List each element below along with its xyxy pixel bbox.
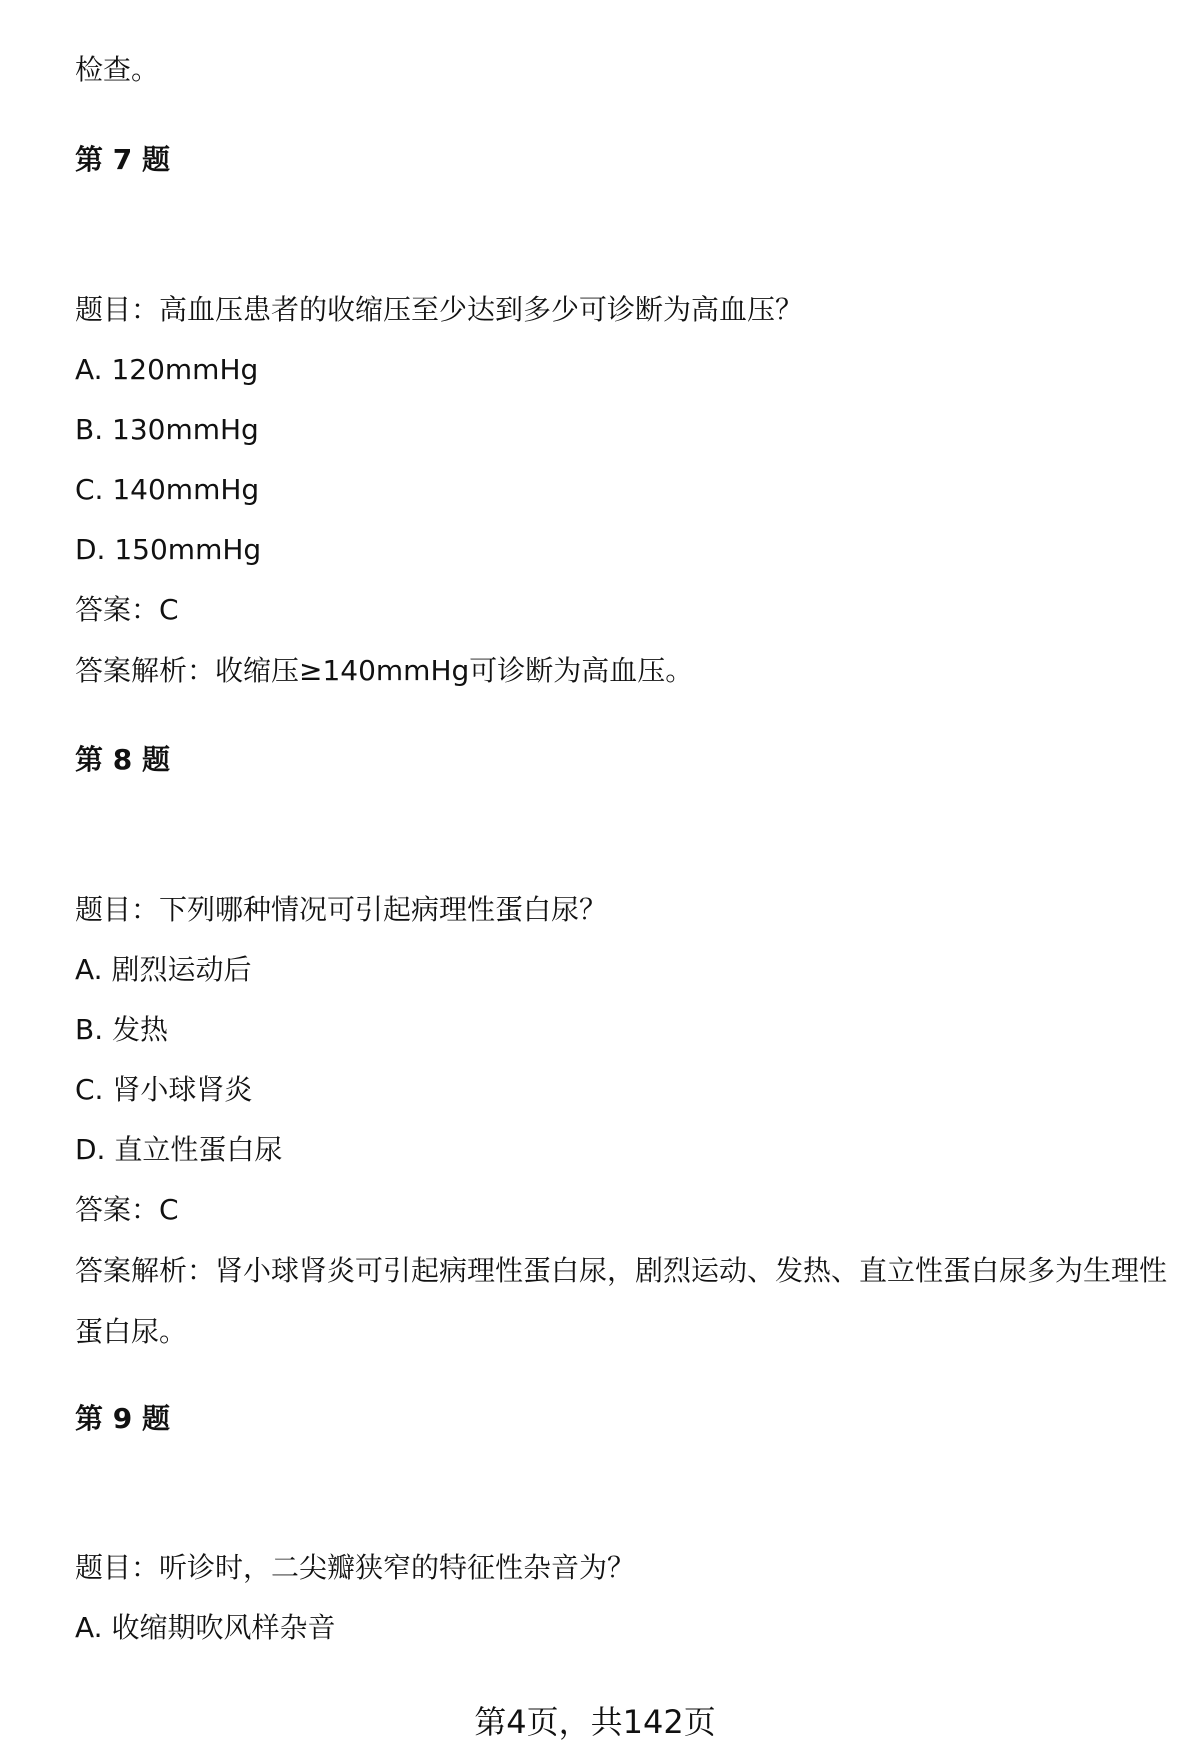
question-7-answer: 答案：C [75,593,179,626]
question-8-option-a: A. 剧烈运动后 [75,953,252,986]
question-9-option-a: A. 收缩期吹风样杂音 [75,1611,336,1644]
question-8-heading: 第 8 题 [75,743,170,776]
question-7-explanation: 答案解析：收缩压≥140mmHg可诊断为高血压。 [75,654,694,687]
question-8-answer: 答案：C [75,1193,179,1226]
question-9-text: 题目：听诊时，二尖瓣狭窄的特征性杂音为？ [75,1551,636,1584]
question-8-explanation: 答案解析：肾小球肾炎可引起病理性蛋白尿，剧烈运动、发热、直立性蛋白尿多为生理性蛋白尿。 [75,1254,1168,1348]
question-8-option-d: D. 直立性蛋白尿 [75,1133,283,1166]
question-7-heading: 第 7 题 [75,143,170,176]
page-number-footer: 第4页，共142页 [474,1703,716,1741]
question-7-option-d: D. 150mmHg [75,533,262,566]
continuation-text: 检查。 [75,53,160,86]
question-8-option-c: C. 肾小球肾炎 [75,1073,253,1106]
question-8-option-b: B. 发热 [75,1013,169,1046]
question-7-text: 题目：高血压患者的收缩压至少达到多少可诊断为高血压？ [75,293,804,326]
question-7-option-b: B. 130mmHg [75,413,259,446]
question-7-option-a: A. 120mmHg [75,353,259,386]
question-9-heading: 第 9 题 [75,1402,170,1435]
question-8-text: 题目：下列哪种情况可引起病理性蛋白尿？ [75,893,608,926]
question-7-option-c: C. 140mmHg [75,473,260,506]
